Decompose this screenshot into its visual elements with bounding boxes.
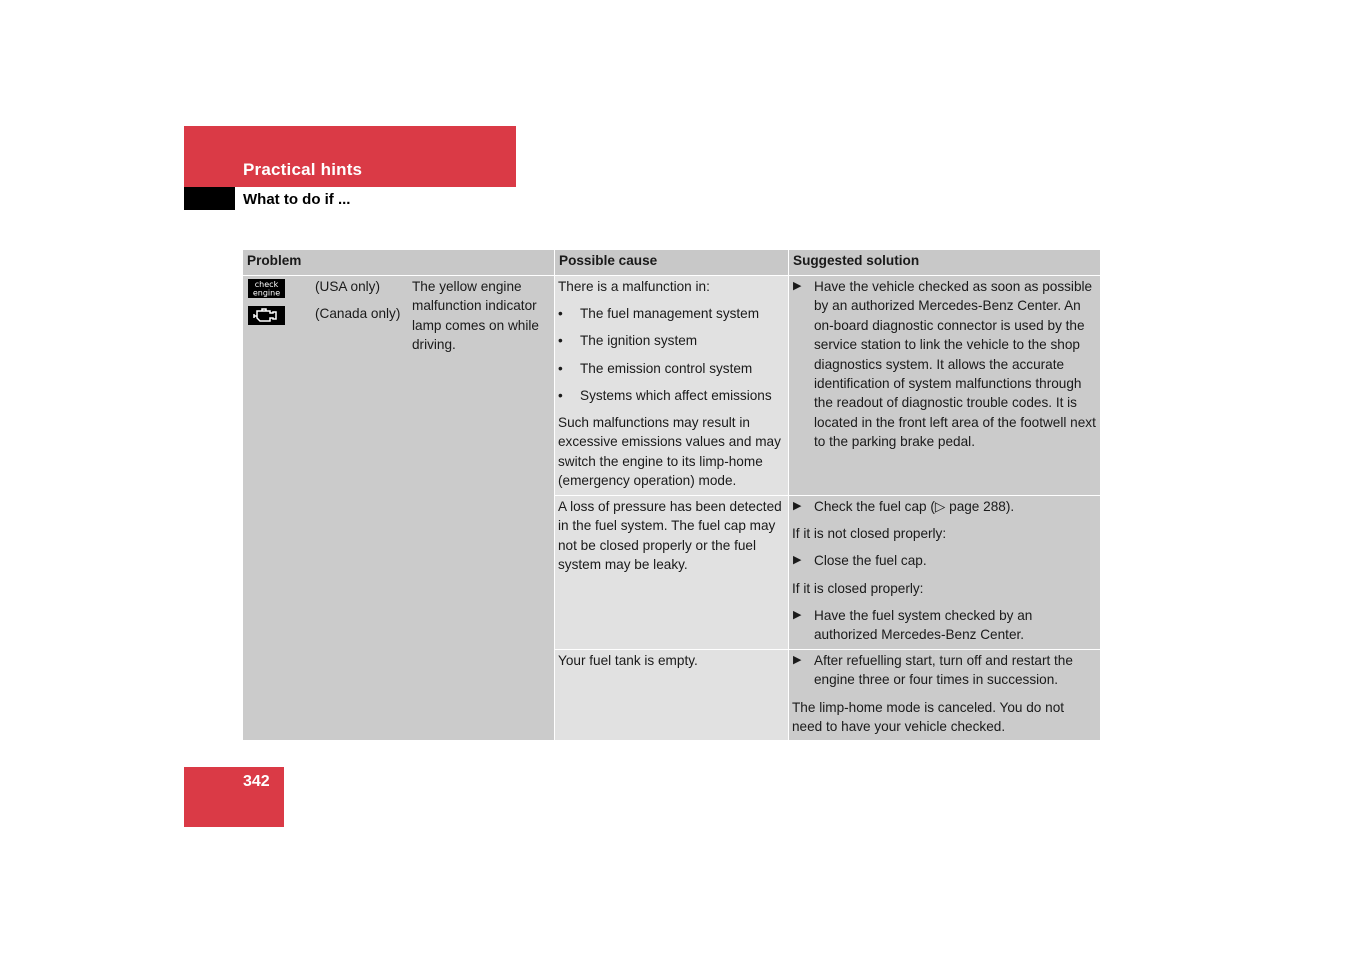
column-header-problem: Problem bbox=[243, 250, 554, 275]
list-item: • The fuel management system bbox=[558, 306, 760, 322]
solution-cell-3 bbox=[789, 650, 1100, 740]
list-item: • The emission control system bbox=[558, 360, 753, 376]
subsection-marker bbox=[184, 187, 235, 210]
column-header-cause: Possible cause bbox=[555, 250, 788, 275]
svg-text:engine: engine bbox=[252, 288, 281, 298]
action-step: ▶ Have the vehicle checked as soon as possible by an authorized Mercedes-Benz Center. An on-board diagnostic connector is used by the service station to link the vehicle to the shop diagnostics system. It allows the accurate identification of system malfunctions through the readout of diagnostic trouble codes. It is located in the front left area of the footwell next to the parking brake pedal. bbox=[793, 279, 1096, 450]
section-title: Practical hints bbox=[243, 160, 363, 179]
arrow-icon: ▶ bbox=[793, 500, 802, 512]
action-step: ▶ Have the fuel system checked by an authorized Mercedes-Benz Center. bbox=[793, 607, 1033, 643]
page-number: 342 bbox=[243, 773, 270, 790]
action-step: ▶ Check the fuel cap (▷ page 288). bbox=[792, 497, 1096, 516]
solution-note: The limp-home mode is canceled. You do not need to have your vehicle checked. bbox=[792, 699, 1065, 735]
condition-text: If it is not closed properly: bbox=[792, 526, 947, 542]
cause-outro: Such malfunctions may result in excessive emissions values and may switch the engine to its limp-home (emergency operation) mode. bbox=[558, 415, 781, 489]
solution-cell-1 bbox=[789, 276, 1100, 495]
cause-cell-2 bbox=[555, 496, 788, 649]
cause-cell-1 bbox=[555, 276, 788, 495]
cause-text: Your fuel tank is empty. bbox=[558, 653, 698, 668]
arrow-icon: ▶ bbox=[793, 280, 802, 292]
arrow-icon: ▶ bbox=[793, 554, 802, 567]
subsection-title: What to do if ... bbox=[243, 191, 351, 208]
arrow-icon: ▶ bbox=[793, 608, 802, 621]
canada-only-label: (Canada only) bbox=[315, 306, 401, 321]
list-item: • Systems which affect emissions bbox=[558, 387, 772, 403]
solution-cell-2 bbox=[789, 496, 1100, 649]
troubleshooting-table bbox=[243, 250, 1100, 740]
svg-text:check: check bbox=[254, 280, 279, 289]
problem-cell bbox=[243, 276, 554, 740]
problem-description: The yellow engine malfunction indicator lamp comes on while driving. bbox=[412, 279, 539, 353]
action-step: ▶ Close the fuel cap. bbox=[792, 551, 1096, 570]
cause-intro: There is a malfunction in: bbox=[558, 279, 710, 294]
cause-text: A loss of pressure has been detected in the fuel system. The fuel cap may not be closed properly or the fuel system may be leaky. bbox=[558, 499, 782, 573]
column-header-solution: Suggested solution bbox=[789, 250, 1100, 275]
list-item: • The ignition system bbox=[558, 333, 698, 349]
cause-cell-3 bbox=[555, 650, 788, 740]
arrow-icon: ▶ bbox=[793, 654, 802, 666]
action-step: ▶ After refuelling start, turn off and restart the engine three or four times in succession. bbox=[793, 653, 1073, 688]
condition-text: If it is closed properly: bbox=[792, 580, 924, 596]
engine-icon bbox=[248, 306, 285, 325]
check-engine-icon bbox=[248, 279, 285, 298]
usa-only-label: (USA only) bbox=[315, 279, 380, 294]
